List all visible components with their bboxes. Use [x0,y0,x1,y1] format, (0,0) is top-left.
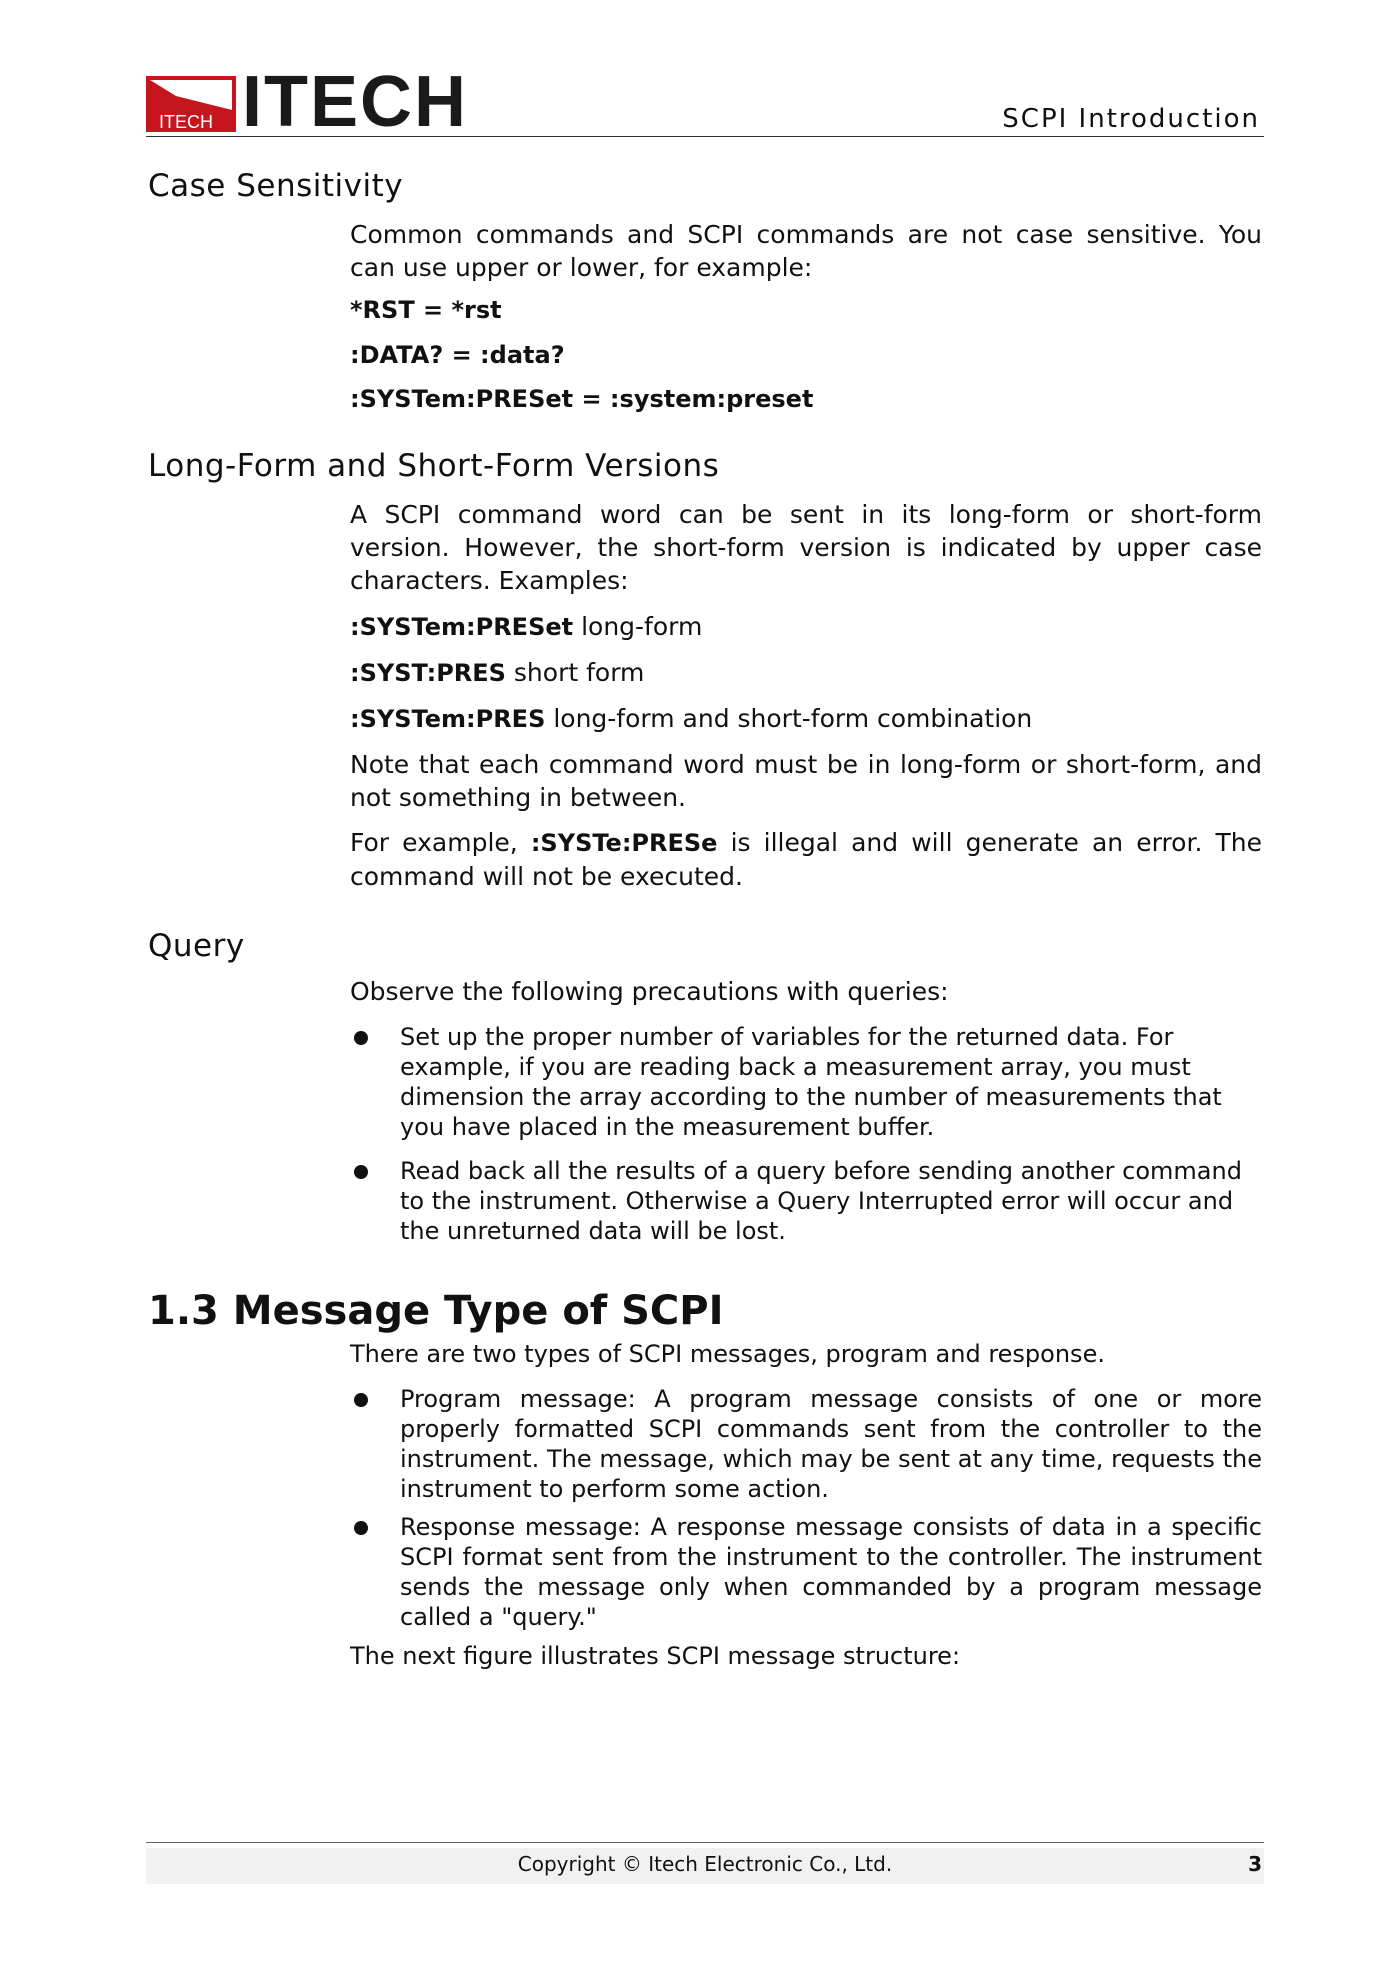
long-form-desc: long-form [573,612,703,641]
short-form-example [350,656,1262,690]
illegal-cmd: :SYSTe:PRESe [530,829,718,857]
combo-form-desc: long-form and short-form combination [545,704,1033,733]
itech-logo [146,62,468,142]
bullet-icon [354,1165,368,1179]
bullet-icon [354,1521,368,1535]
page-footer [146,1848,1264,1884]
footer-copyright: Copyright © Itech Electronic Co., Ltd. [517,1852,893,1876]
query-bullet-2-text: Read back all the results of a query before sending another command to the instrument. Otherwise a Query Interrupted error will occur and the unreturned data will be lost. [400,1157,1242,1245]
long-form-cmd: :SYSTem:PRESet [350,613,574,641]
bullet-icon [354,1393,368,1407]
message-type-intro: There are two types of SCPI messages, program and response. [350,1340,1105,1368]
short-form-desc: short form [505,658,645,687]
combo-form-cmd: :SYSTem:PRES [350,705,546,733]
case-example-3: :SYSTem:PRESet = :system:preset [350,385,814,413]
query-bullet-1-text: Set up the proper number of variables for the returned data. For example, if you are reading back a measurement array, you must dimension the array according to the number of measurements that you have placed in the measurement buffer. [400,1023,1222,1141]
case-sensitivity-intro: Common commands and SCPI commands are not case sensitive. You can use upper or lower, for example: [350,220,1262,282]
message-type-outro: The next figure illustrates SCPI message structure: [350,1642,961,1670]
case-example-1: *RST = *rst [350,296,502,324]
page-number: 3 [1248,1852,1262,1876]
logo-mark-icon [146,76,236,132]
case-sensitivity-heading: Case Sensitivity [148,168,404,204]
message-bullet-1-text: Program message: A program message consists of one or more properly formatted SCPI commands sent from the controller to the instrument. The message, which may be sent at any time, requests the instrument to perform some action. [400,1385,1262,1503]
long-short-intro: A SCPI command word can be sent in its long-form or short-form version. However, the short-form version is indicated by upper case characters. Examples: [350,500,1262,595]
short-form-cmd: :SYST:PRES [350,659,506,687]
logo-wordmark: ITECH [242,62,468,142]
long-short-heading: Long-Form and Short-Form Versions [148,448,720,484]
illegal-prefix: For example, [350,828,531,857]
footer-divider [146,1842,1264,1843]
illegal-example [350,826,1262,893]
query-heading: Query [148,928,245,964]
bullet-icon [354,1031,368,1045]
message-type-heading: 1.3 Message Type of SCPI [148,1288,724,1334]
header-title: SCPI Introduction [1002,104,1260,134]
message-bullet-2-text: Response message: A response message consists of data in a specific SCPI format sent from the instrument to the controller. The instrument sends the message only when commanded by a program message called a "query." [400,1513,1262,1631]
illegal-suffix: is illegal and will generate an error. The command will not be executed. [350,828,1263,891]
case-example-2: :DATA? = :data? [350,341,565,369]
query-intro: Observe the following precautions with queries: [350,977,949,1006]
long-short-note: Note that each command word must be in long-form or short-form, and not something in between. [350,750,1262,812]
long-form-example [350,610,1262,644]
logo-small-text: ITECH [159,112,213,132]
page-header [146,62,1264,142]
combo-form-example [350,702,1262,736]
